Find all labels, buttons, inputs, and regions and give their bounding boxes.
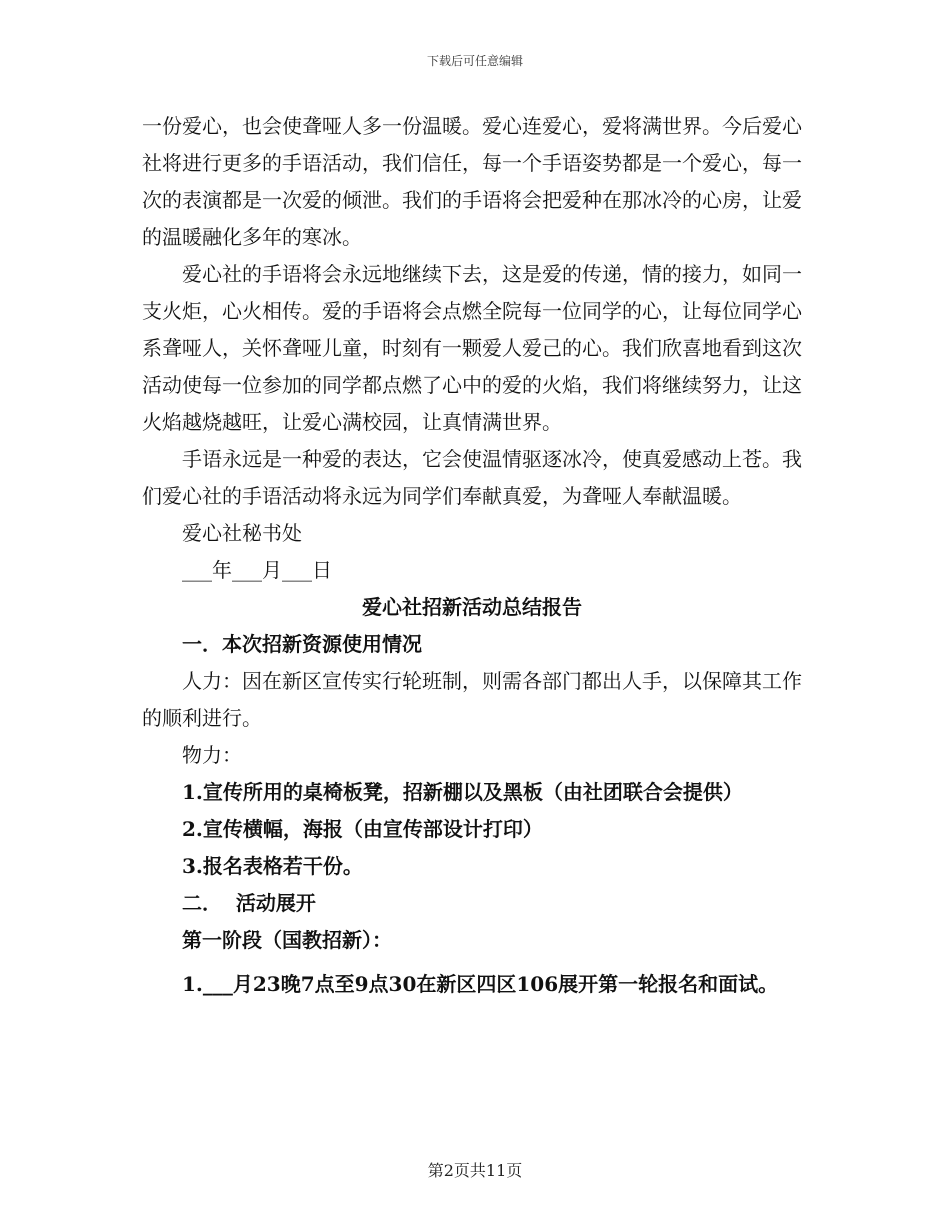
page-footer: 第2页共11页 [427, 1161, 523, 1180]
phase-heading: 第一阶段（国教招新）： [182, 928, 392, 952]
paragraph-sign-language-continues: 爱心社的手语将会永远地继续下去，这是爱的传递，情的接力，如同一支火炬，心火相传。爱的手语将会点燃全院每一位同学的心，让每位同学心系聋哑人，关怀聋哑儿童，时刻有一颗爱人爱己的心。我们欣喜地看到这次活动使每一位参加的同学都点燃了心中的爱的火焰，我们将继续努力，让这火焰越烧越旺，让爱心满校园，让真情满世界。 [142, 262, 802, 434]
section-heading-resources: 一．本次招新资源使用情况 [182, 632, 422, 656]
signature-line: 爱心社秘书处 [182, 521, 302, 545]
material-item: 3.报名表格若干份。 [182, 854, 363, 878]
material-item: 1.宣传所用的桌椅板凳，招新棚以及黑板（由社团联合会提供） [182, 780, 743, 804]
paragraph-manpower: 人力：因在新区宣传实行轮班制，则需各部门都出人手，以保障其工作的顺利进行。 [142, 669, 802, 730]
material-item: 2.宣传横幅，海报（由宣传部设计打印） [182, 817, 543, 841]
paragraph-continuation: 一份爱心，也会使聋哑人多一份温暖。爱心连爱心，爱将满世界。今后爱心社将进行更多的手语活动，我们信任，每一个手语姿势都是一个爱心，每一次的表演都是一次爱的倾泄。我们的手语将会把爱种在那冰冷的心房，让爱的温暖融化多年的寒冰。 [142, 114, 802, 249]
date-line: ___年___月___日 [182, 558, 332, 582]
report-title: 爱心社招新活动总结报告 [362, 595, 582, 619]
section-heading-activity: 二． 活动展开 [182, 891, 316, 915]
document-body [142, 108, 802, 1003]
phase-item: 1.___月23晚7点至9点30在新区四区106展开第一轮报名和面试。 [182, 972, 779, 996]
header-note: 下载后可任意编辑 [426, 54, 523, 68]
material-label: 物力： [182, 743, 242, 767]
paragraph-sign-language-expression: 手语永远是一种爱的表达，它会使温情驱逐冰冷，使真爱感动上苍。我们爱心社的手语活动将永远为同学们奉献真爱，为聋哑人奉献温暖。 [142, 447, 802, 508]
